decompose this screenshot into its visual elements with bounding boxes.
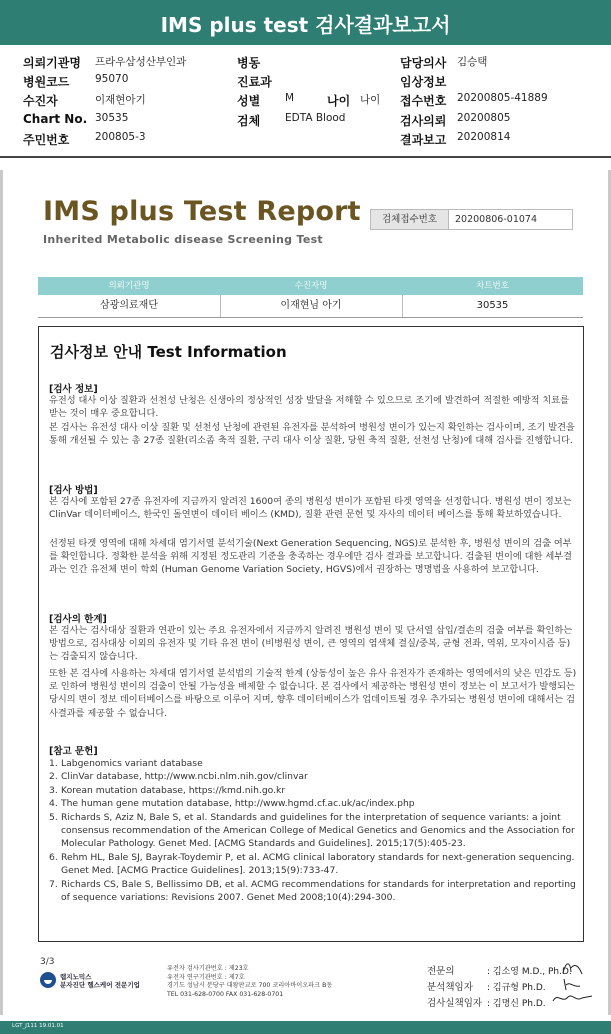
reference-list [49,757,579,904]
company-logo-icon [40,972,56,988]
reference-text: Labgenomics variant database [61,758,203,769]
reference-text: Richards S, Aziz N, Bale S, et al. Standards and guidelines for the interpretation of sequence variants: a joint consensus recommendation of the American College of Medical Genetics and Genomics and the Association for Molecular Pathology. Genet Med. [ACMG Standards and Guidelines]. 2015;17(5):405-23. [61,811,575,850]
section-heading: [검사의 한계] [49,614,107,625]
list-item: 7. Richards CS, Bale S, Bellissimo DB, et al. ACMG recommendations for standards for interpretation and reporting of sequence variations: Revisions 2007. Genet Med 2008;10(4):294-300. [49,878,576,904]
receipt-number-box [370,209,573,230]
section-paragraph: 유전성 대사 이상 질환과 선천성 난청은 신생아의 정상적인 성장 발달을 저해할 수 있으므로 조기에 발견하여 적절한 예방적 치료를 받는 것이 매우 중요합니다. [49,395,570,420]
value-institution: 프라우삼성산부인과 [95,56,187,68]
value-accession: 20200805-41889 [457,92,548,104]
report-title: IMS plus Test Report [43,196,361,227]
value-hospital-code: 95070 [95,73,129,85]
receipt-label: 검체접수번호 [371,210,449,229]
header-row [0,131,611,149]
form-code: LGT_J111 19.01.01 [12,1023,64,1029]
bottom-bar [0,1021,611,1034]
label-doctor: 담당의사 [400,56,447,70]
signature-mark-1 [560,958,586,978]
info-box-title: 검사정보 안내 Test Information [50,343,287,361]
value-request-date: 20200805 [457,112,511,124]
label-accession: 접수번호 [400,94,447,108]
label-department: 진료과 [237,75,272,89]
header-row [0,54,611,72]
section-paragraph: 본 검사에 포함된 27종 유전자에 지금까지 알려진 1600여 종의 병원성 변이가 포함된 타겟 영역을 선정합니다. 병원성 변이 정보는 ClinVar 데이터베이스, 한국인 돌연변이 데이터 베이스 (KMD), 질환 관련 문헌 및 자사의 데이터 베이스를 통해 확보하였습니다. [49,496,572,521]
company-logo-text [60,973,140,989]
label-request-date: 검사의뢰 [400,114,447,128]
section-paragraph: 또한 본 검사에 사용하는 차세대 염기서열 분석법의 기술적 한계 (상동성이 높은 유사 유전자가 존재하는 영역에서의 낮은 민감도 등)로 인하여 병원성 변이의 검출이 안될 가능성을 배제할 수 없습니다. 본 검사에서 제공하는 병원성 변이 정보는 이 보고서가 발행되는 당시의 변이 정보 데이터베이스를 바탕으로 이루어 지며, 향후 데이터베이스가 업데이트될 경우 추가되는 병원성 변이에 대해서는 검사결과를 제공할 수 없습니다. [49,668,577,719]
label-institution: 의뢰기관명 [23,56,81,70]
page-number: 3/3 [40,957,55,967]
value-sex: M [285,92,295,104]
signature-mark-3 [550,990,594,1006]
list-item: 6. Rehm HL, Bale SJ, Bayrak-Toydemir P, et al. ACMG clinical laboratory standards for next-generation sequencing. Genet Med. [ACMG Practice Guidelines]. 2013;15(9):733-47. [49,851,575,877]
label-sex: 성별 [237,94,261,108]
section-paragraph: 본 검사는 유전성 대사 이상 질환 및 선천성 난청에 관련된 유전자를 분석하여 병원성 변이가 있는지 확인하는 검사이며, 조기 발견을 통해 개선될 수 있는 총 27종 질환(리소좀 축적 질환, 구리 대사 이상 질환, 당원 축적 질환, 선천성 난청)에 대해 검사를 진행합니다. [49,422,575,447]
reference-text: Rehm HL, Bale SJ, Bayrak-Toydemir P, et al. ACMG clinical laboratory standards for next-generation sequencing. Genet Med. [ACMG Practice Guidelines]. 2013;15(9):733-47. [61,851,575,877]
cell-chart: 30535 [476,300,509,311]
section-heading: [참고 문헌] [49,746,98,757]
col-header-patient: 수진자명 [294,281,328,291]
header-row [0,112,611,130]
reference-text: The human gene mutation database, http://www.hgmd.cf.ac.uk/ac/index.php [61,798,415,810]
list-item: 4. The human gene mutation database, http://www.hgmd.cf.ac.uk/ac/index.php [49,798,415,810]
info-line: 경기도 성남시 분당구 대왕판교로 700 코리아바이오파크 B동 [167,982,333,990]
info-line: 유전자 검사기관번호 : 제23호 [167,965,249,972]
label-ward: 병동 [237,56,261,70]
value-patient: 이재현아기 [95,94,146,106]
reference-text: Korean mutation database, https://kmd.nih.go.kr [61,784,286,796]
signer-label: 분석책임자 [427,982,473,993]
list-item: 3. Korean mutation database, https://kmd.nih.go.kr [49,784,286,796]
list-item: 5. Richards S, Aziz N, Bale S, et al. Standards and guidelines for the interpretation of sequence variants: a joint consensus recommendation of the American College of Medical Genetics and Genomics and the Association for Molecular Pathology. Genet Med. [ACMG Standards and Guidelines]. 2015;17(5):405-23. [49,811,575,850]
value-chart-no: 30535 [95,112,129,124]
col-header-institution: 의뢰기관명 [108,281,150,291]
report-subtitle: Inherited Metabolic disease Screening Test [43,233,323,246]
label-chart-no: Chart No. [23,112,88,126]
reference-text: Richards CS, Bale S, Bellissimo DB, et al. ACMG recommendations for standards for interpretation and reporting of sequence variations: Revisions 2007. Genet Med 2008;10(4):294-300. [61,878,576,904]
section-heading: [검사 방법] [49,485,98,496]
info-line: 유전자 연구기관번호 : 제7호 [167,973,245,981]
list-item: 2. ClinVar database, http://www.ncbi.nlm.nih.gov/clinvar [49,771,308,783]
signer-value: : 김규형 Ph.D. [487,983,546,993]
label-resident-no: 주민번호 [23,133,70,147]
value-report-date: 20200814 [457,131,511,143]
signer-label: 검사실책임자 [427,998,483,1009]
col-header-chart: 차트번호 [476,281,509,291]
cell-institution: 삼광의료재단 [100,300,158,311]
section-paragraph: 선정된 타겟 영역에 대해 차세대 염기서열 분석기술(Next Generation Sequencing, NGS)로 분석한 후, 병원성 변이의 검출 여부를 확인합니다. 정확한 분석을 위해 지정된 정도관리 기준을 충족하는 경우에만 검사 결과를 보고합니다. 검출된 변이에 대한 세부결과는 인간 유전체 변이 학회 (Human Genome Variation Society, HGVS)에서 권장하는 명명법을 사용하여 보고합니다. [49,538,572,576]
header-row [0,73,611,91]
signer-value: : 김소영 M.D., Ph.D. [487,967,572,977]
label-hospital-code: 병원코드 [23,75,70,89]
label-clinical-info: 임상정보 [400,75,447,89]
value-resident-no: 200805-3 [95,131,146,143]
reference-text: ClinVar database, http://www.ncbi.nlm.nih.gov/clinvar [61,771,308,783]
signer-value: : 김명신 Ph.D. [487,999,546,1009]
page-title: IMS plus test 검사결과보고서 [160,13,451,37]
page-edge-left [0,170,3,1015]
value-age: 나이 [360,94,381,106]
logo-line: 랩지노믹스 [60,973,92,981]
company-info [167,965,332,999]
header-row [0,92,611,110]
label-report-date: 결과보고 [400,133,447,147]
value-doctor: 김승택 [457,56,488,68]
title-bar [0,0,611,45]
logo-line: 분자진단 헬스케어 전문기업 [60,981,140,989]
section-paragraph: 본 검사는 검사대상 질환과 연관이 있는 주요 유전자에서 지금까지 알려진 병원성 변이 및 단서열 삽입/결손의 검출 여부를 확인하는 방법으로, 검사대상 이외의 유전자 및 기타 유전 변이 (비병원성 변이, 큰 영역의 염색체 결실/중복, 균형 전좌, 역위, 모자이시즘 등)는 검출되지 않습니다. [49,625,573,663]
cell-patient: 이재현님 아기 [280,300,342,311]
list-item: 1. Labgenomics variant database [49,758,203,769]
label-patient: 수진자 [23,94,58,108]
section-heading: [검사 정보] [49,384,98,395]
label-specimen: 검체 [237,114,261,128]
info-line: TEL 031-628-0700 FAX 031-628-0701 [167,990,284,998]
receipt-value: 20200806-01074 [455,214,538,225]
summary-table [38,277,583,318]
patient-header [0,48,611,158]
value-specimen: EDTA Blood [285,112,346,124]
label-age: 나이 [327,94,351,108]
signer-label: 전문의 [427,966,455,977]
